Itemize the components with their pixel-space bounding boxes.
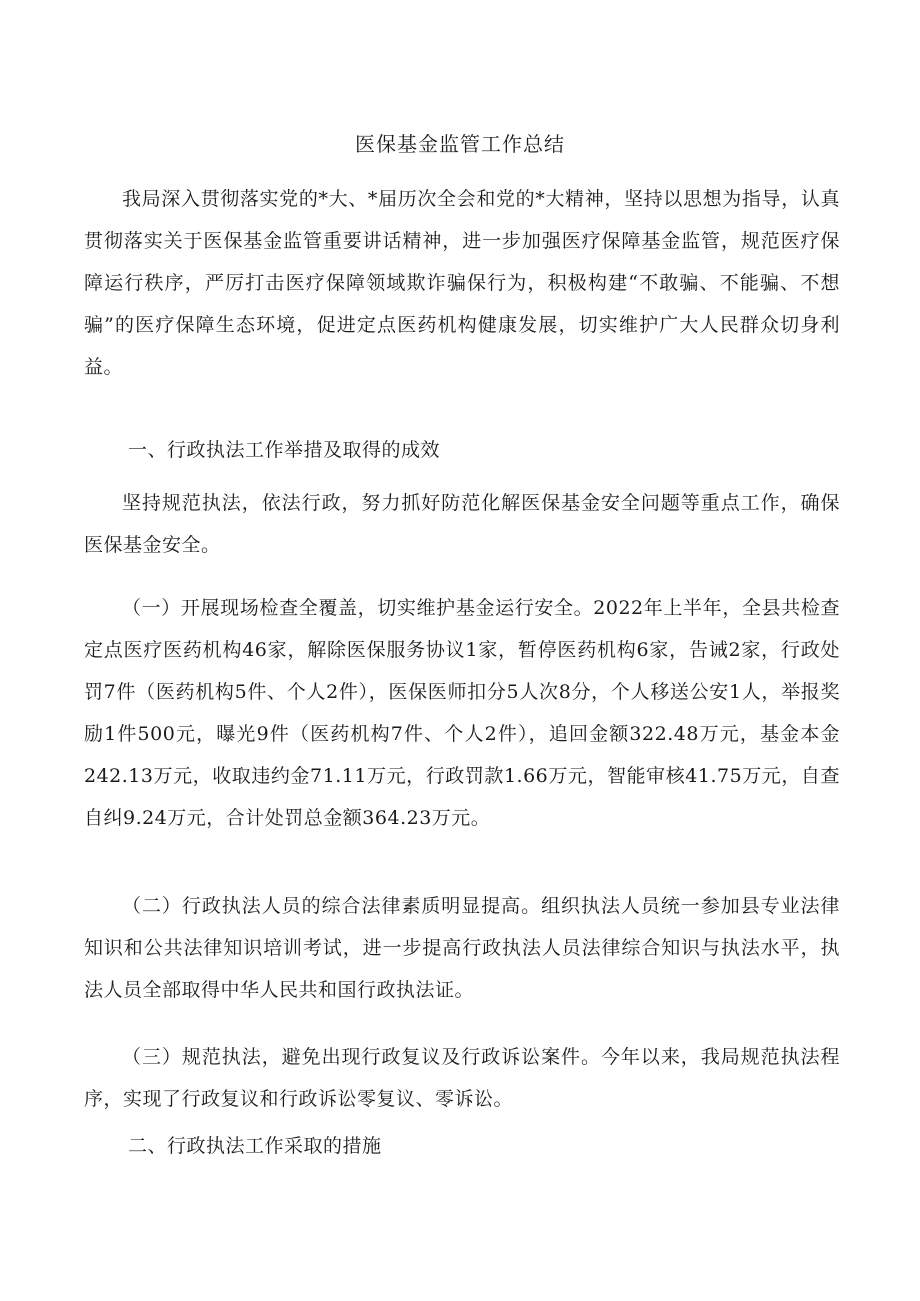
item2-paragraph: （二）行政执法人员的综合法律素质明显提高。组织执法人员统一参加县专业法律知识和公共法律知识培训考试，进一步提高行政执法人员法律综合知识与执法水平，执法人员全部取得中华人民共和国行政执法证。	[84, 895, 840, 1001]
section1-intro-paragraph: 坚持规范执法，依法行政，努力抓好防范化解医保基金安全问题等重点工作，确保医保基金安全。	[84, 492, 840, 556]
item1-paragraph: （一）开展现场检查全覆盖，切实维护基金运行安全。2022年上半年，全县共检查定点医疗医药机构46家，解除医保服务协议1家，暂停医药机构6家，告诫2家，行政处罚7件（医药机构5件、个人2件），医保医师扣分5人次8分，个人移送公安1人，举报奖励1件500元，曝光9件（医药机构7件、个人2件），追回金额322.48万元，基金本金242.13万元，收取违约金71.11万元，行政罚款1.66万元，智能审核41.75万元，自查自纠9.24万元，合计处罚总金额364.23万元。	[84, 597, 840, 829]
document-title: 医保基金监管工作总结	[355, 132, 565, 156]
section-heading-2: 二、行政执法工作采取的措施	[128, 1135, 382, 1157]
item3-paragraph: （三）规范执法，避免出现行政复议及行政诉讼案件。今年以来，我局规范执法程序，实现了行政复议和行政诉讼零复议、零诉讼。	[84, 1046, 840, 1110]
intro-paragraph: 我局深入贯彻落实党的*大、*届历次全会和党的*大精神，坚持以思想为指导，认真贯彻落实关于医保基金监管重要讲话精神，进一步加强医疗保障基金监管，规范医疗保障运行秩序，严厉打击医疗保障领域欺诈骗保行为，积极构建“不敢骗、不能骗、不想骗”的医疗保障生态环境，促进定点医药机构健康发展，切实维护广大人民群众切身利益。	[84, 188, 840, 378]
section-heading-1: 一、行政执法工作举措及取得的成效	[128, 439, 441, 461]
